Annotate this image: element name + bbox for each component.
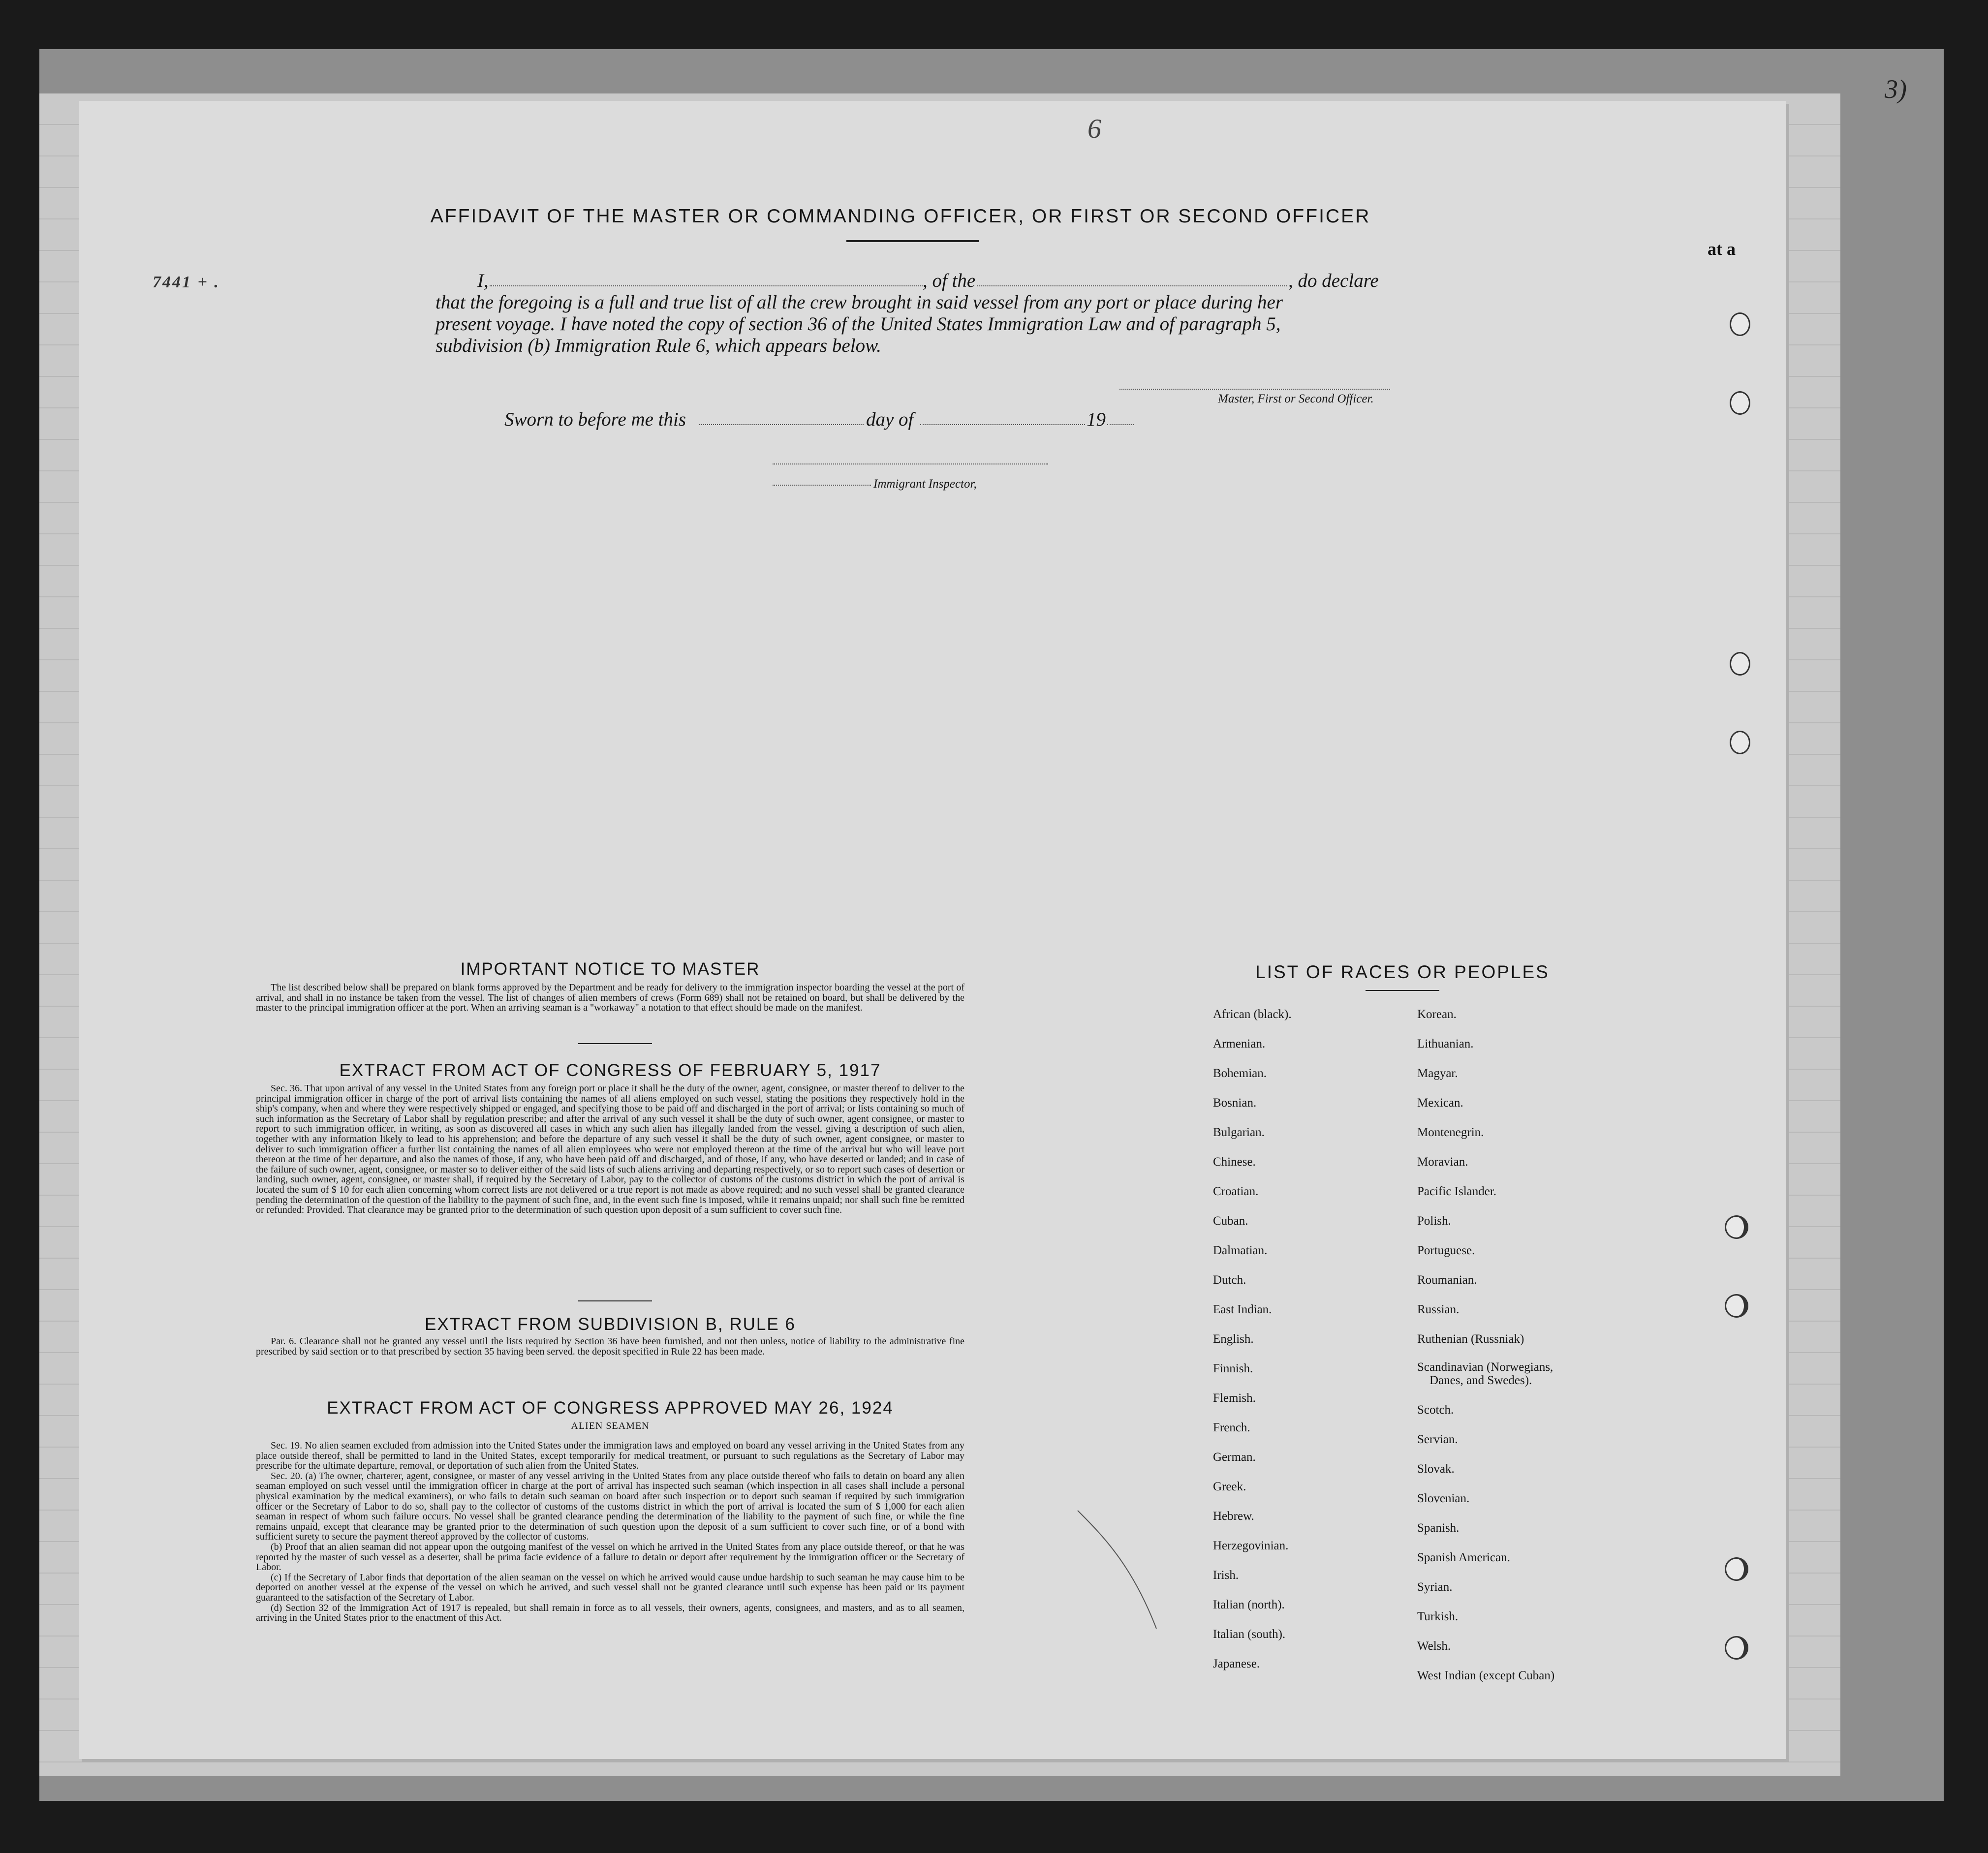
affidavit-i: I, [477, 270, 489, 291]
race-item: Irish. [1213, 1569, 1239, 1582]
affidavit-title: AFFIDAVIT OF THE MASTER OR COMMANDING OFFICER, OR FIRST OR SECOND OFFICER [430, 206, 1371, 227]
par-6-paragraph: Par. 6. Clearance shall not be granted any vessel until the lists required by Section 36 have been furnished, and not then unless, notice of liability to the administrative fine prescribed by said section or to that prescribed by section 35 having been served. the deposit specified in Rule 22 has been made. [256, 1336, 964, 1357]
extract-1924-text [256, 1441, 964, 1623]
master-signature-line[interactable] [1119, 389, 1390, 390]
race-item: Polish. [1417, 1214, 1451, 1228]
extract-rule6-title: EXTRACT FROM SUBDIVISION B, RULE 6 [425, 1315, 796, 1334]
affidavit-do-declare: , do declare [1288, 270, 1379, 291]
race-item: French. [1213, 1421, 1250, 1434]
sec-20a-paragraph: Sec. 20. (a) The owner, charterer, agent, consignee, or master of any vessel arriving in the United States from any place outside thereof who fails to detain on board any alien seaman employed on such vessel until the immigration officer in charge at the port of arrival has inspected such seaman (which inspection in all cases shall include a personal physical examination by the medical examiners), or who fails to detain such seaman on board after such inspection or to deport such seaman if required by such immigration officer or the Secretary of Labor to do so, shall pay to the collector of customs of the customs district in which the port of arrival is located the sum of $ 1,000 for each alien seaman in respect of whom such failure occurs. No vessel shall be granted clearance pending the determination of the liability to the payment of such fine, or while the fine remains unpaid, except that clearance may be granted prior to the determination of such question upon the deposit of a sum sufficient to cover such fine, or of a bond with sufficient surety to secure the payment thereof approved by the collector of customs. [256, 1470, 964, 1543]
sworn-day-field[interactable] [699, 424, 864, 425]
page-number: 6 [1087, 114, 1101, 144]
at-a-label: at a [1708, 239, 1736, 259]
race-item: Slovak. [1417, 1462, 1455, 1476]
race-item: Cuban. [1213, 1214, 1248, 1228]
race-item: Bosnian. [1213, 1096, 1257, 1110]
sworn-year-field[interactable] [1107, 424, 1134, 425]
sec-20c-paragraph: (c) If the Secretary of Labor finds that deportation of the alien seaman on the vessel on which he arrived would cause undue hardship to such seaman he may cause him to be deported on another vessel at the expense of the vessel on which he arrived, and such vessel shall not be granted clearance until such expense has been paid or its payment guaranteed to the satisfaction of the Secretary of Labor. [256, 1572, 964, 1603]
extract-1917-text [256, 1083, 964, 1215]
race-item: Russian. [1417, 1303, 1460, 1316]
affidavit-line-4: subdivision (b) Immigration Rule 6, which appears below. [435, 335, 881, 356]
race-item: Moravian. [1417, 1155, 1468, 1169]
sec-20b-paragraph: (b) Proof that an alien seaman did not appear upon the outgoing manifest of the vessel on which he arrived in the United States from any place outside thereof, or that he was reported by the master of such vessel as a deserter, shall be prima facie evidence of a failure to detain or deport after requirement by the immigration officer or the Secretary of Labor. [256, 1541, 964, 1573]
race-item: Welsh. [1417, 1639, 1451, 1653]
notice-text [256, 983, 964, 1013]
divider [578, 1043, 652, 1044]
binder-hole [1725, 1215, 1748, 1239]
name-field[interactable] [490, 285, 923, 286]
extract-1917-title: EXTRACT FROM ACT OF CONGRESS OF FEBRUARY 5, 1917 [339, 1061, 881, 1080]
race-item: Bulgarian. [1213, 1126, 1265, 1139]
binder-hole [1725, 1294, 1748, 1318]
affidavit-line-2: that the foregoing is a full and true list of all the crew brought in said vessel from any port or place during her [435, 292, 1283, 313]
vessel-field[interactable] [977, 285, 1287, 286]
race-item: Spanish American. [1417, 1551, 1510, 1564]
race-item: Italian (south). [1213, 1628, 1286, 1641]
binder-hole [1730, 652, 1750, 676]
affidavit-line-3: present voyage. I have noted the copy of section 36 of the United States Immigration Law and of paragraph 5, [435, 313, 1281, 335]
notice-paragraph: The list described below shall be prepared on blank forms approved by the Department and be ready for delivery to the immigration inspector boarding the vessel at the port of arrival, and shall in no instance be taken from the vessel. The list of changes of alien members of crews (Form 689) shall not be retained on board, but shall be delivered by the master to the principal immigration officer at the port. When an arriving seaman is a "workaway" a notation to that effect should be made on the manifest. [256, 982, 964, 1014]
race-item: Scandinavian (Norwegians, [1417, 1360, 1553, 1374]
race-item: Spanish. [1417, 1521, 1460, 1535]
race-item: Hebrew. [1213, 1510, 1254, 1523]
races-title: LIST OF RACES OR PEOPLES [1255, 962, 1550, 982]
race-item: Portuguese. [1417, 1244, 1475, 1257]
binder-hole [1725, 1636, 1748, 1660]
races-underline [1366, 990, 1439, 991]
race-item: Pacific Islander. [1417, 1185, 1497, 1198]
race-item: African (black). [1213, 1008, 1292, 1021]
race-item: English. [1213, 1332, 1254, 1346]
race-item: Dalmatian. [1213, 1244, 1268, 1257]
race-item: Croatian. [1213, 1185, 1259, 1198]
race-item: Ruthenian (Russniak) [1417, 1332, 1524, 1346]
race-item: Magyar. [1417, 1067, 1458, 1080]
race-item: East Indian. [1213, 1303, 1272, 1316]
day-of-text: day of [866, 409, 914, 430]
affidavit-of-the: , of the [923, 270, 976, 291]
sworn-text: Sworn to before me this [504, 409, 686, 430]
race-item: Herzegovinian. [1213, 1539, 1289, 1552]
race-item: German. [1213, 1451, 1256, 1464]
race-item: Japanese. [1213, 1657, 1260, 1670]
inspector-label: Immigrant Inspector, [873, 477, 977, 491]
race-item: Montenegrin. [1417, 1126, 1484, 1139]
handwritten-scribble: 7441 + . [153, 273, 220, 291]
race-item: Korean. [1417, 1008, 1457, 1021]
master-label: Master, First or Second Officer. [1218, 392, 1374, 405]
corner-annotation: 3) [1885, 74, 1907, 104]
race-item: Syrian. [1417, 1580, 1453, 1594]
divider [578, 1300, 652, 1301]
race-item: Slovenian. [1417, 1492, 1470, 1505]
race-item: West Indian (except Cuban) [1417, 1669, 1555, 1682]
race-item: Bohemian. [1213, 1067, 1267, 1080]
race-item: Turkish. [1417, 1610, 1459, 1623]
race-item: Finnish. [1213, 1362, 1253, 1375]
title-underline [846, 240, 979, 242]
binder-hole [1730, 731, 1750, 754]
sworn-month-field[interactable] [920, 424, 1085, 425]
year-prefix: 19 [1087, 409, 1106, 430]
binder-hole [1730, 312, 1750, 336]
inspector-signature-line[interactable] [773, 485, 871, 486]
race-item: Flemish. [1213, 1391, 1256, 1405]
alien-seamen-subtitle: ALIEN SEAMEN [571, 1421, 650, 1431]
race-item: Italian (north). [1213, 1598, 1285, 1611]
extract-1924-title: EXTRACT FROM ACT OF CONGRESS APPROVED MAY 26, 1924 [327, 1398, 894, 1418]
binder-hole [1725, 1557, 1748, 1581]
sec-20d-paragraph: (d) Section 32 of the Immigration Act of 1917 is repealed, but shall remain in force as to all vessels, their owners, agents, consignees, and masters, and as to all seamen, arriving in the United States prior to the enactment of this Act. [256, 1602, 964, 1624]
race-item: Dutch. [1213, 1273, 1246, 1287]
pencil-stroke [1073, 1506, 1171, 1634]
race-item: Mexican. [1417, 1096, 1463, 1110]
race-item: Scotch. [1417, 1403, 1454, 1417]
race-item: Greek. [1213, 1480, 1246, 1493]
notice-title: IMPORTANT NOTICE TO MASTER [460, 959, 760, 979]
sec-19-paragraph: Sec. 19. No alien seamen excluded from admission into the United States under the immigration laws and employed on board any vessel arriving in the United States from any place outside thereof, shall be permitted to land in the United States, except temporarily for medical treatment, or pursuant to such regulations as the Secretary of Labor may prescribe for the ultimate departure, removal, or deportation of such alien from the United States. [256, 1440, 964, 1472]
race-item: Danes, and Swedes). [1429, 1374, 1532, 1387]
inspector-line-1 [773, 463, 1048, 464]
binder-hole [1730, 391, 1750, 415]
extract-rule6-text [256, 1336, 964, 1357]
race-item: Servian. [1417, 1433, 1458, 1446]
section-36-paragraph: Sec. 36. That upon arrival of any vessel in the United States from any foreign port or place it shall be the duty of the owner, agent, consignee, or master thereof to deliver to the principal immigration officer in charge of the port of arrival lists containing the names of all aliens employed on such vessel, stating the positions they respectively hold in the ship's company, when and where they were respectively shipped or engaged, and specifying those to be paid off and discharged in the port of arrival; or lists containing so much of such information as the Secretary of Labor shall by regulation prescribe; and after the arrival of any such vessel it shall be the duty of such owner, agent consignee, or master to report to such immigration officer, in writing, as soon as discovered all cases in which any such alien has illegally landed from the vessel, giving a description of such alien, together with any information likely to lead to his apprehension; and before the departure of any such vessel it shall be the duty of such owner, agent consignee, or master to deliver to such immigration officer a further list containing the names of all alien employees who were not employed thereon at the time of the arrival but who will leave port thereon at the time of her departure, and also the names of those, if any, who have been paid off and discharged, and of those, if any, who have deserted or landed; and in case of the failure of such owner, agent, consignee, or master so to deliver either of the said lists of such aliens arriving and departing respectively, or so to report such cases of desertion or landing, such owner, agent, consignee, or master shall, if required by the Secretary of Labor, pay to the collector of customs of the customs district in which the port of arrival is located the sum of $ 10 for each alien concerning whom correct lists are not delivered or a true report is not made as above required; and no such vessel shall be granted clearance pending the determination of the question of the liability to the payment of such fine, and, in the event such fine is imposed, while it remains unpaid; nor shall such fine be remitted or refunded: Provided. That clearance may be granted prior to the determination of such question upon deposit of a sum sufficient to cover such fine. [256, 1083, 964, 1216]
race-item: Roumanian. [1417, 1273, 1477, 1287]
race-item: Armenian. [1213, 1037, 1266, 1050]
race-item: Chinese. [1213, 1155, 1256, 1169]
race-item: Lithuanian. [1417, 1037, 1474, 1050]
